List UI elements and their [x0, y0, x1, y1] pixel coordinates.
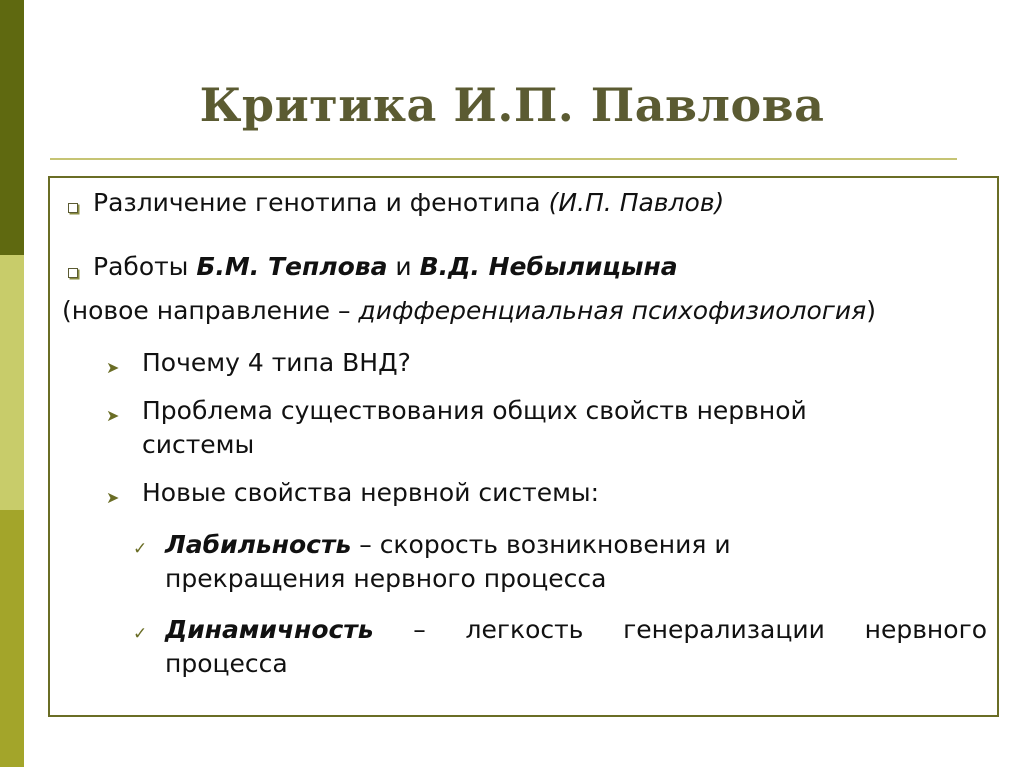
author-teplov: Б.М. Теплова	[196, 252, 388, 281]
side-bar-bottom	[0, 510, 24, 767]
subitem-four-types: Почему 4 типа ВНД?	[142, 348, 411, 377]
subline-prefix: (новое направление –	[62, 296, 359, 325]
item-works	[93, 252, 678, 281]
term-lability: Лабильность	[165, 530, 352, 559]
item-genotype-author: (И.П. Павлов)	[548, 188, 725, 217]
item-works-subline	[62, 296, 876, 325]
check-dynamism	[165, 615, 987, 644]
subline-suffix: )	[866, 296, 876, 325]
check-bullet-icon: ✓	[133, 539, 148, 559]
subline-discipline: дифференциальная психофизиология	[358, 296, 867, 325]
dynamism-word-1: легкость	[465, 615, 584, 644]
check-dynamism-line2: процесса	[165, 649, 288, 678]
slide-title: Критика И.П. Павлова	[199, 78, 825, 132]
lability-definition: – скорость возникновения и	[351, 530, 731, 559]
dynamism-word-2: генерализации	[623, 615, 825, 644]
arrow-bullet-icon: ➤	[106, 358, 120, 377]
item-genotype	[93, 188, 724, 217]
term-dynamism: Динамичность	[165, 615, 374, 644]
arrow-bullet-icon: ➤	[106, 406, 120, 425]
arrow-bullet-icon: ➤	[106, 488, 120, 507]
subitem-new-properties: Новые свойства нервной системы:	[142, 478, 600, 507]
title-divider	[50, 158, 957, 160]
item-works-prefix: Работы	[93, 252, 197, 281]
item-genotype-text: Различение генотипа и фенотипа	[93, 188, 549, 217]
dynamism-dash: –	[413, 615, 426, 644]
check-lability-line2: прекращения нервного процесса	[165, 564, 607, 593]
square-bullet-icon	[68, 268, 78, 278]
subitem-general-properties-line1: Проблема существования общих свойств нервной	[142, 396, 807, 425]
check-bullet-icon: ✓	[133, 624, 148, 644]
check-lability	[165, 530, 731, 559]
author-nebylitsyn: В.Д. Небылицына	[419, 252, 678, 281]
item-works-and: и	[387, 252, 420, 281]
dynamism-word-3: нервного	[864, 615, 987, 644]
square-bullet-icon	[68, 203, 78, 213]
side-bar-middle	[0, 255, 24, 510]
subitem-general-properties-line2: системы	[142, 430, 255, 459]
